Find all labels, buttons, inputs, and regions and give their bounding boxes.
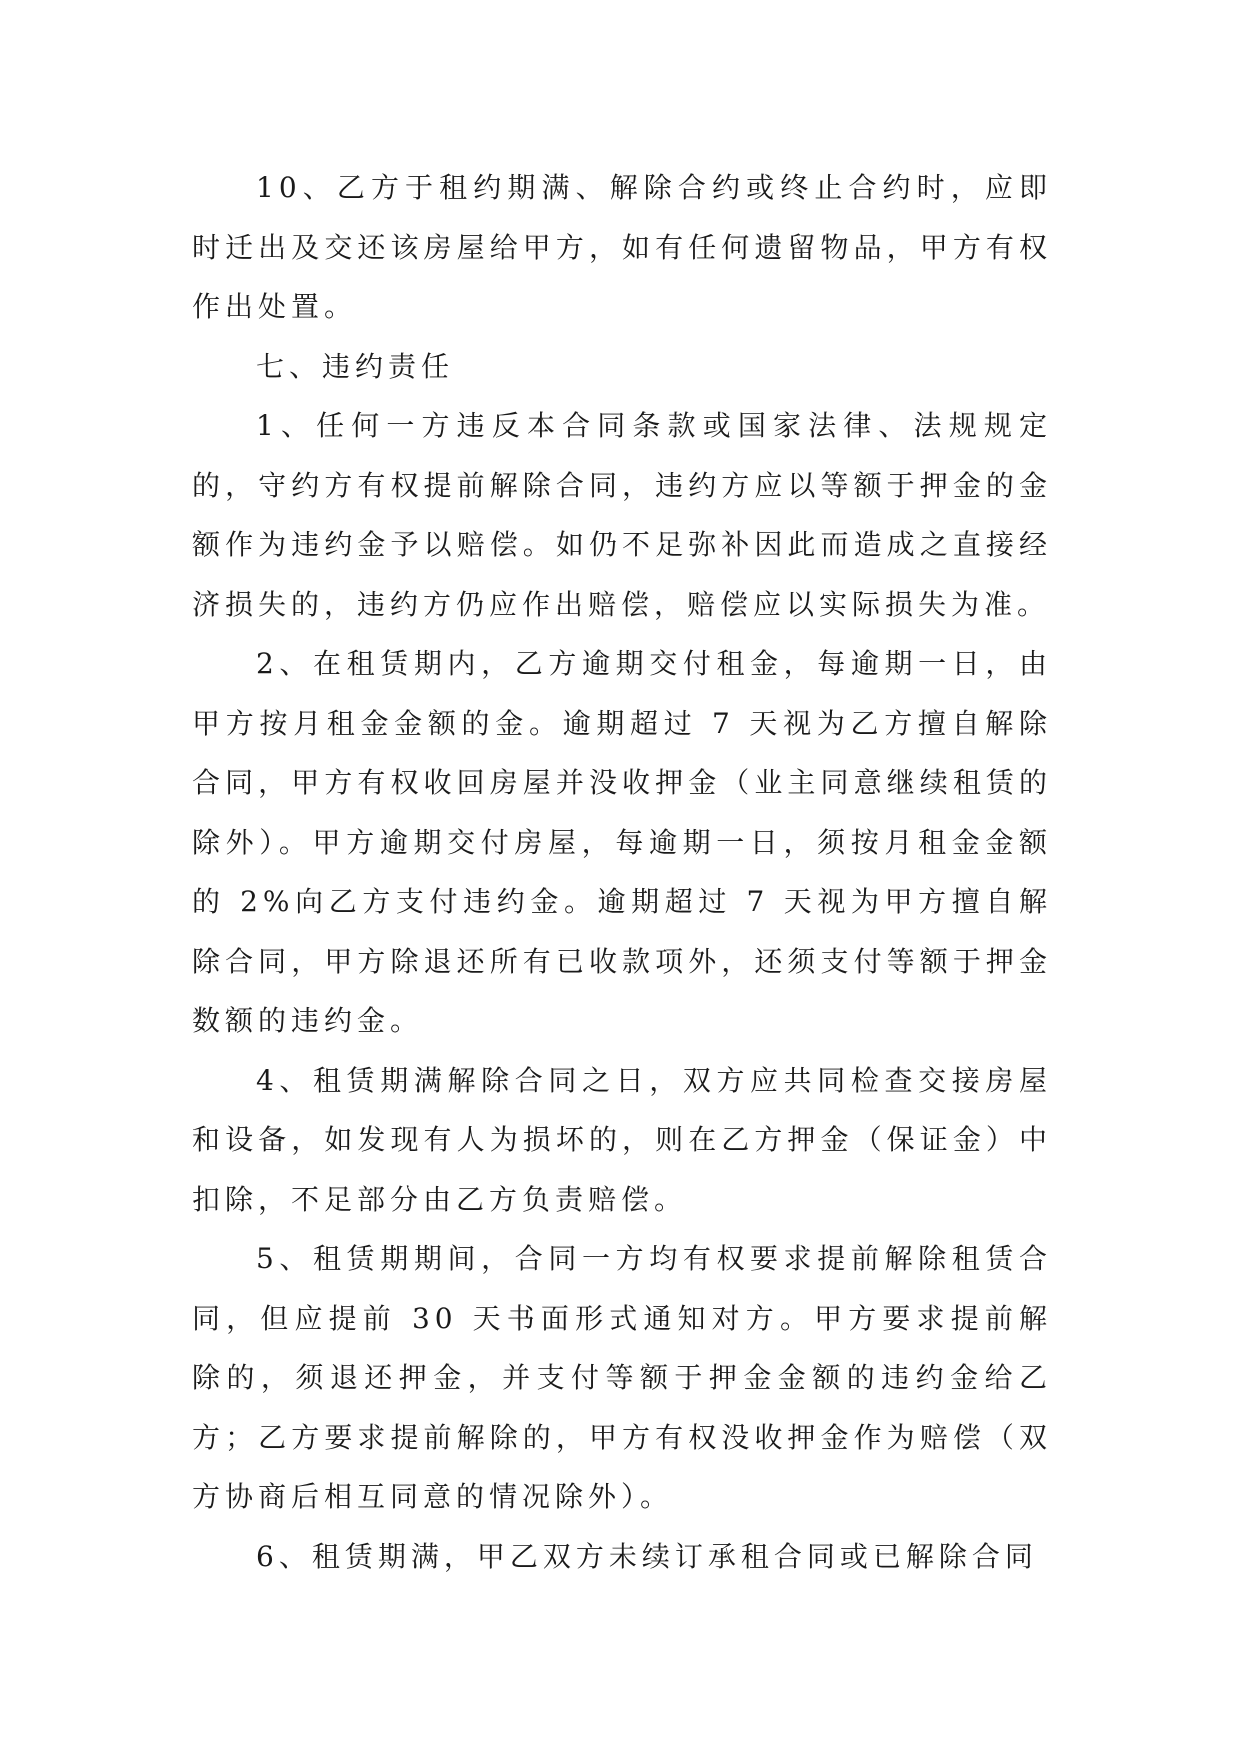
clause-1-paragraph: 1、任何一方违反本合同条款或国家法律、法规规定的，守约方有权提前解除合同，违约方应以等额于押金的金额作为违约金予以赔偿。如仍不足弥补因此而造成之直接经济损失的，违约方仍应作出赔偿，赔偿应以实际损失为准。	[192, 409, 1052, 621]
clause-2-paragraph: 2、在租赁期内，乙方逾期交付租金，每逾期一日，由甲方按月租金金额的金。逾期超过 7 天视为乙方擅自解除合同，甲方有权收回房屋并没收押金（业主同意继续租赁的除外）。甲方逾期交付房屋，每逾期一日，须按月租金金额的 2%向乙方支付违约金。逾期超过 7 天视为甲方擅自解除合同，甲方除退还所有已收款项外，还须支付等额于押金数额的违约金。	[192, 647, 1052, 1037]
section-heading-breach-liability: 七、违约责任	[256, 349, 455, 383]
clause-5-paragraph: 5、租赁期期间，合同一方均有权要求提前解除租赁合同，但应提前 30 天书面形式通知对方。甲方要求提前解除的，须退还押金，并支付等额于押金金额的违约金给乙方；乙方要求提前解除的，甲方有权没收押金作为赔偿（双方协商后相互同意的情况除外）。	[192, 1242, 1052, 1513]
clause-10-paragraph: 10、乙方于租约期满、解除合约或终止合约时，应即时迁出及交还该房屋给甲方，如有任何遗留物品，甲方有权作出处置。	[192, 171, 1052, 323]
document-body	[192, 158, 1052, 1586]
clause-4-paragraph: 4、租赁期满解除合同之日，双方应共同检查交接房屋和设备，如发现有人为损坏的，则在乙方押金（保证金）中扣除，不足部分由乙方负责赔偿。	[192, 1063, 1052, 1216]
clause-6-paragraph: 6、租赁期满，甲乙双方未续订承租合同或已解除合同	[256, 1539, 1038, 1573]
